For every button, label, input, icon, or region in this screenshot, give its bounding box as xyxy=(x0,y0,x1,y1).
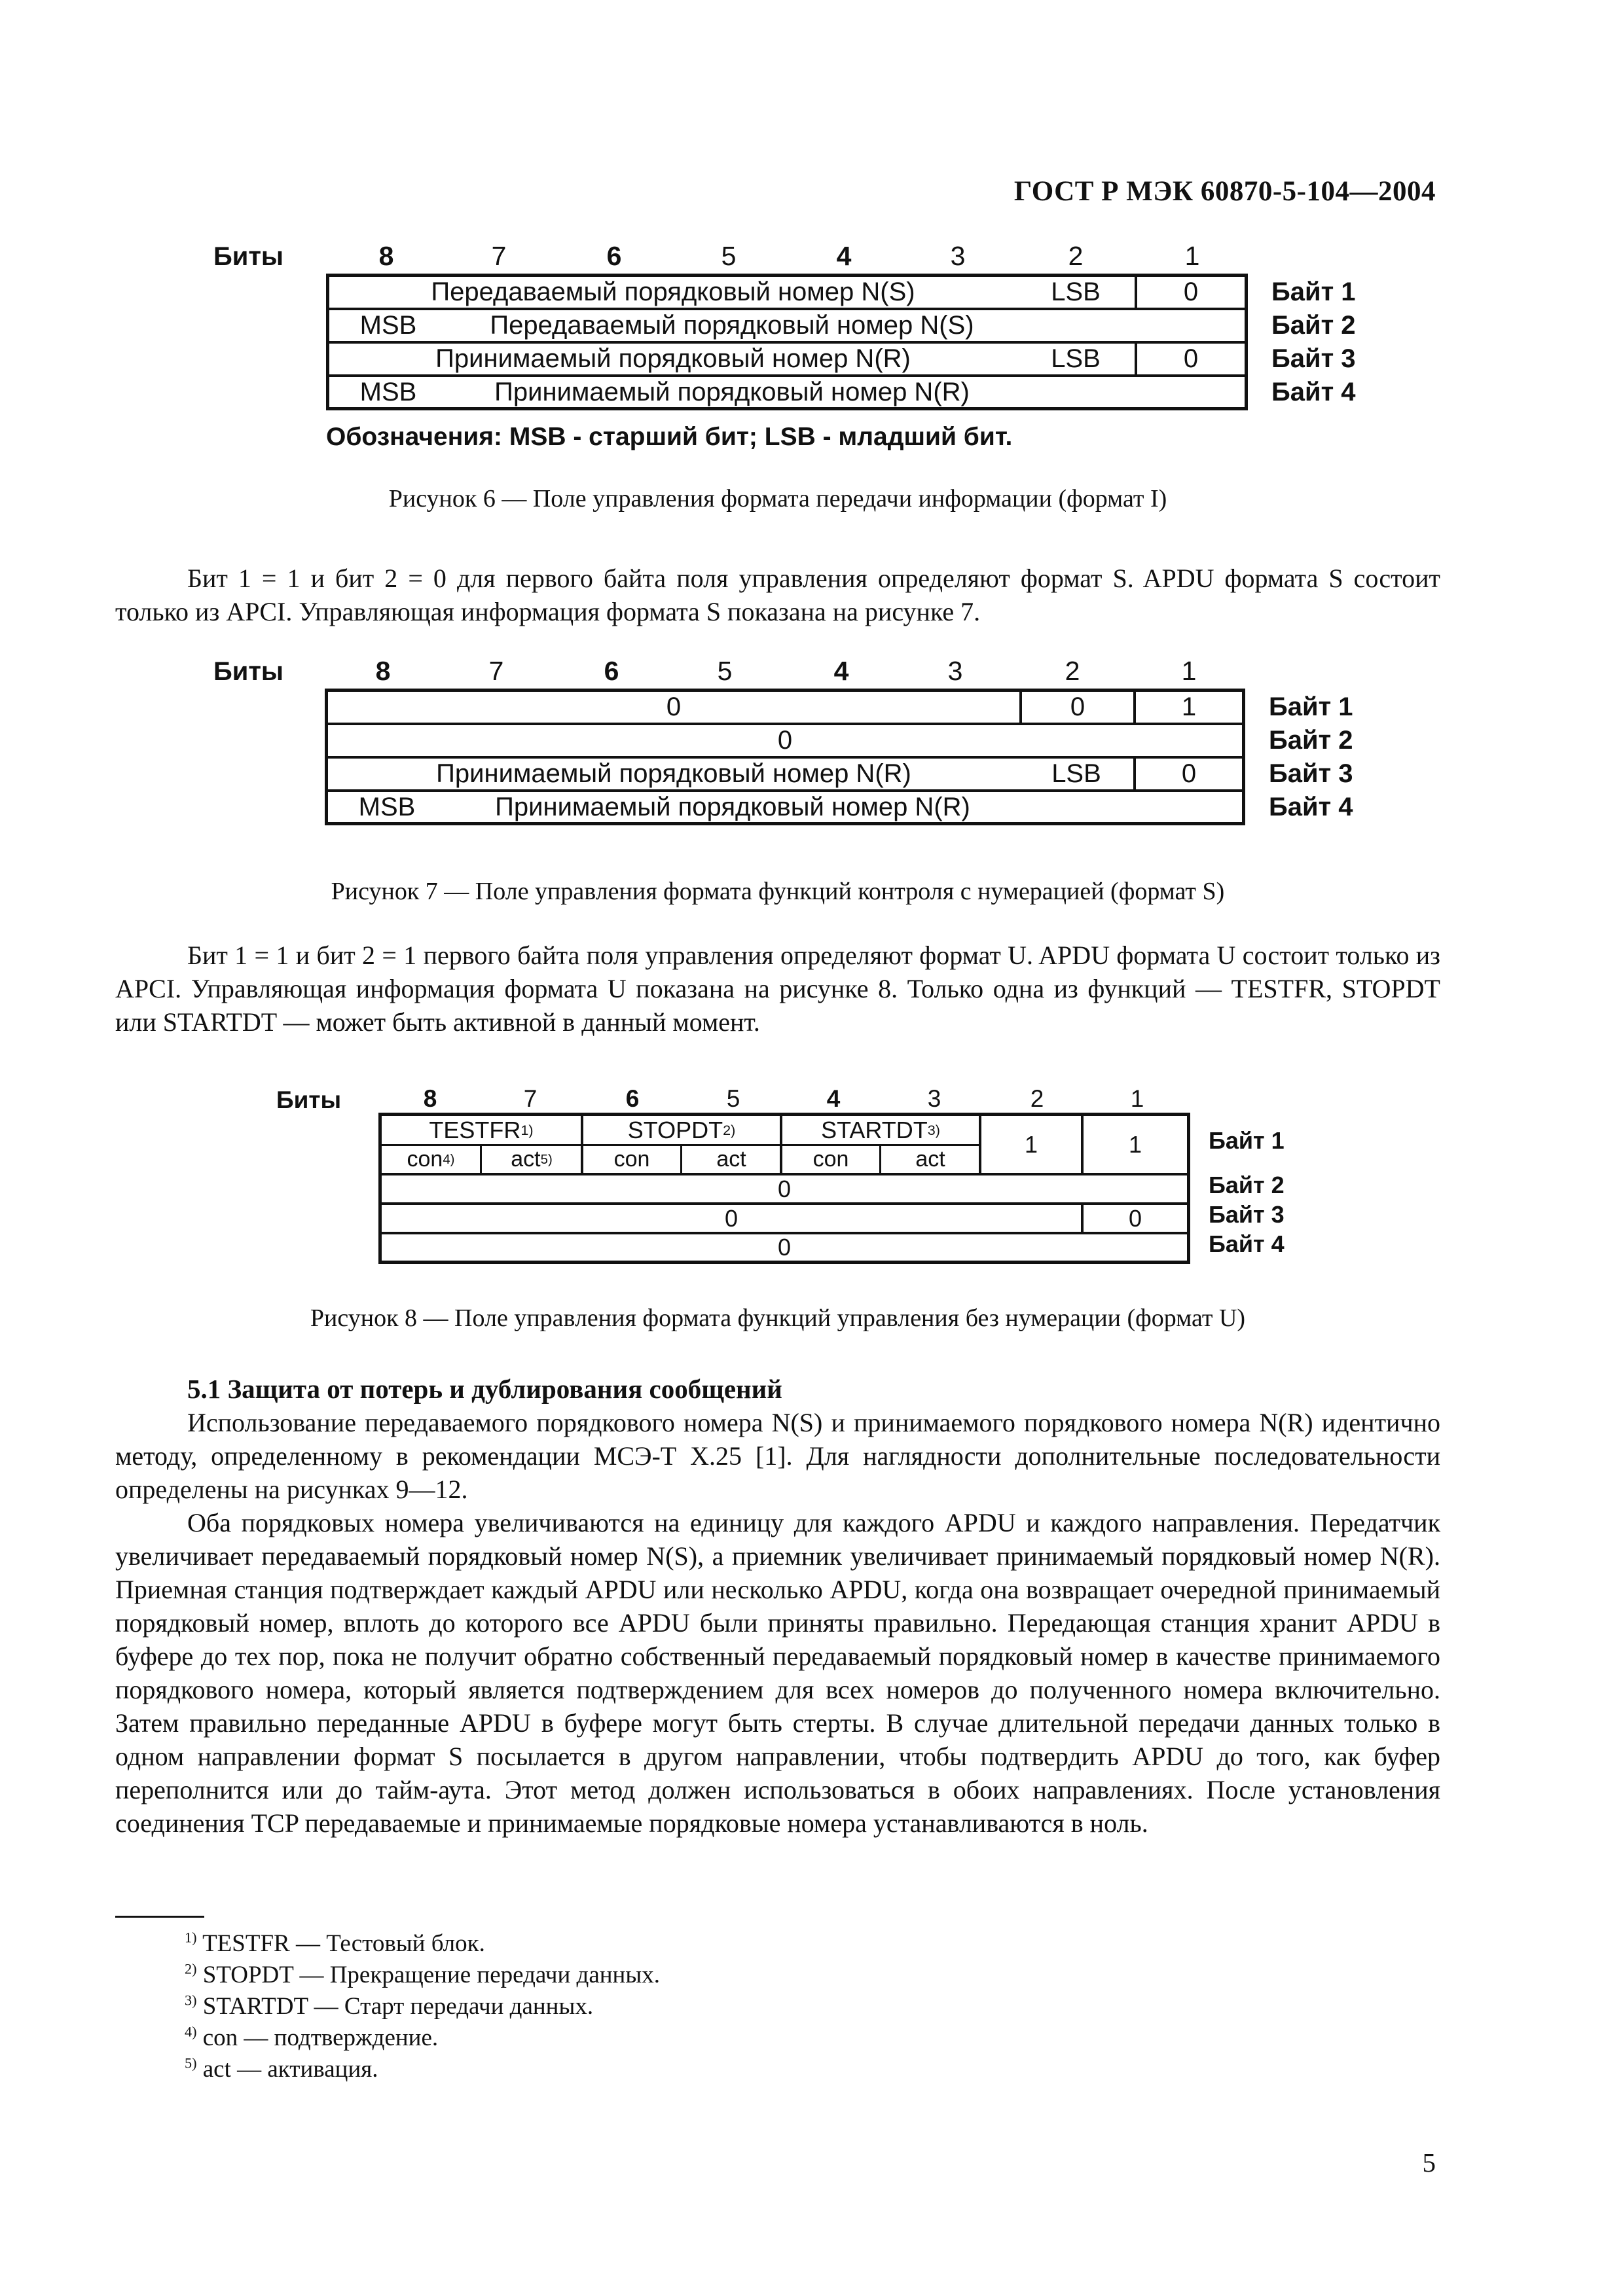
fig6-msb-label: MSB xyxy=(359,311,417,340)
fig8-zero-value: 0 xyxy=(724,1204,739,1232)
fig6-lsb-label: LSB xyxy=(1051,278,1101,306)
footnote-text: STOPDT — Прекращение передачи данных. xyxy=(202,1962,660,1988)
stopdt-text: STOPDT xyxy=(627,1116,723,1143)
fig8-zero-value: 0 xyxy=(777,1175,792,1202)
byte-label: Байт 2 xyxy=(1209,1172,1285,1198)
fig7-bit1-value: 1 xyxy=(1181,692,1197,721)
footnote xyxy=(185,1992,593,2020)
byte-label: Байт 3 xyxy=(1209,1201,1285,1228)
bit-number: 1 xyxy=(1181,656,1197,686)
paragraph-text: Бит 1 = 1 и бит 2 = 1 первого байта поля управления определяют формат U. APDU формата U состоит только из APCI. Управляющая информация формата U показана на рисунке 8. Только одна из функций — TESTFR, STOPDT или STARTDT — может быть активной в данный момент. xyxy=(115,941,1440,1037)
fig8-act-label: act 5) xyxy=(511,1147,553,1172)
bit-number: 3 xyxy=(950,241,966,271)
fig8-control-field-table xyxy=(378,1113,1190,1264)
footnote-mark: 3) xyxy=(185,1992,197,2009)
fig6-caption: Рисунок 6 — Поле управления формата передачи информации (формат I) xyxy=(388,485,1167,512)
byte-label: Байт 1 xyxy=(1269,692,1353,721)
footnote xyxy=(185,1929,485,1958)
fig6-byte2-row xyxy=(329,310,1245,344)
fig7-byte2-row xyxy=(328,725,1242,759)
fig8-byte4-row xyxy=(382,1234,1187,1261)
fig7-zero-value: 0 xyxy=(666,692,682,721)
fig6-byte1-row xyxy=(329,277,1245,310)
fig6-byte4-row xyxy=(329,377,1245,407)
fig7-zero-value: 0 xyxy=(777,726,793,755)
fig6-byte3-row xyxy=(329,344,1245,377)
fig7-bit2-value: 0 xyxy=(1070,692,1085,721)
bit-number: 4 xyxy=(833,656,849,686)
divider xyxy=(680,1146,682,1173)
bit-number: 4 xyxy=(836,241,852,271)
footnote-mark: 4) xyxy=(185,2023,197,2040)
paragraph-text: Использование передаваемого порядкового номера N(S) и принимаемого порядкового номера N(R) идентично методу, определенному в рекомендации МСЭ-Т Х.25 [1]. Для наглядности дополнительные последовательности определены на рисунках 9—12. xyxy=(115,1408,1440,1504)
fig7-control-field-table xyxy=(325,689,1245,825)
fig6-control-field-table xyxy=(326,274,1248,410)
fig7-lsb-label: LSB xyxy=(1051,759,1101,788)
bit-number: 3 xyxy=(927,1085,941,1112)
divider xyxy=(480,1146,482,1173)
fig8-stopdt-label: STOPDT 2) xyxy=(627,1116,736,1143)
bit-number: 8 xyxy=(378,241,394,271)
footnote xyxy=(185,2055,378,2083)
fig8-bit2-value: 1 xyxy=(1024,1130,1038,1158)
byte-label: Байт 3 xyxy=(1269,759,1353,788)
fig8-act-label: act xyxy=(915,1147,945,1172)
footnote-mark: 2) xyxy=(185,1960,197,1977)
fig6-bits-label: Биты xyxy=(213,242,284,271)
fig8-caption: Рисунок 8 — Поле управления формата функций управления без нумерации (формат U) xyxy=(310,1304,1246,1332)
bit-number: 2 xyxy=(1030,1085,1044,1112)
fig8-con-label: con 4) xyxy=(407,1147,455,1172)
bit-number: 7 xyxy=(491,241,507,271)
byte-label: Байт 3 xyxy=(1271,344,1356,373)
bit-number: 5 xyxy=(721,241,737,271)
fig6-lsb-label: LSB xyxy=(1051,344,1101,373)
startdt-text: STARTDT xyxy=(821,1116,928,1143)
paragraph-format-s xyxy=(115,562,1440,628)
fig7-byte3-row xyxy=(328,759,1242,792)
bit-number: 1 xyxy=(1184,241,1200,271)
fig8-bit1-value: 0 xyxy=(1128,1204,1142,1232)
byte-label: Байт 4 xyxy=(1209,1230,1285,1257)
fig8-testfr-label: TESTFR 1) xyxy=(429,1116,534,1143)
bit-number: 2 xyxy=(1065,656,1080,686)
footnote-text: TESTFR — Тестовый блок. xyxy=(202,1930,485,1957)
footnote-mark: 5) xyxy=(185,2054,197,2072)
fig6-legend: Обозначения: MSB - старший бит; LSB - младший бит. xyxy=(326,423,1013,451)
fig6-bit1-value: 0 xyxy=(1183,278,1199,306)
fig8-bits-label: Биты xyxy=(276,1086,342,1113)
bit-number: 3 xyxy=(947,656,963,686)
paragraph-text: Оба порядковых номера увеличиваются на единицу для каждого APDU и каждого направления. Передатчик увеличивает передаваемый порядковый номер N(S), а приемник увеличивает принимаемый порядковый номер N(R). Приемная станция подтверждает каждый APDU или несколько APDU, когда она возвращает очередной принимаемый порядковый номер, вплоть до которого все APDU были приняты правильно. Передающая станция хранит APDU в буфере до тех пор, пока не получит обратно собственный передаваемый порядковый номер в качестве принимаемого порядкового номера, который является подтверждением для всех номеров до полученного номера включительно. Затем правильно переданные APDU в буфере могут быть стерты. В случае длительной передачи данных только в одном направлении формат S посылается в другом направлении, чтобы подтвердить APDU до того, как буфер переполнится или до тайм-аута. Этот метод должен использоваться в обоих направлениях. После установления соединения TCP передаваемые и принимаемые порядковые номера устанавливаются в ноль. xyxy=(115,1508,1440,1838)
bit-number: 5 xyxy=(717,656,733,686)
footnote-mark: 1) xyxy=(185,1929,197,1946)
fig8-act-label: act xyxy=(716,1147,746,1172)
fig7-caption: Рисунок 7 — Поле управления формата функций контроля с нумерацией (формат S) xyxy=(331,878,1225,905)
fig7-msb-label: MSB xyxy=(358,792,416,821)
bit-number: 7 xyxy=(523,1085,538,1112)
fig6-nr-label: Принимаемый порядковый номер N(R) xyxy=(494,377,970,406)
section-body xyxy=(115,1406,1440,1840)
bit-number: 6 xyxy=(604,656,619,686)
bit-number: 4 xyxy=(826,1085,841,1112)
bit-number: 8 xyxy=(423,1085,437,1112)
page-number: 5 xyxy=(1422,2147,1436,2178)
byte-label: Байт 4 xyxy=(1271,378,1356,406)
section-title: 5.1 Защита от потерь и дублирования сообщений xyxy=(187,1374,782,1404)
testfr-text: TESTFR xyxy=(429,1116,521,1143)
fig7-nr-label: Принимаемый порядковый номер N(R) xyxy=(495,792,970,821)
bit-number: 2 xyxy=(1068,241,1084,271)
footnote xyxy=(185,2024,438,2052)
byte-label: Байт 2 xyxy=(1269,726,1353,755)
footnote-text: STARTDT — Старт передачи данных. xyxy=(202,1993,594,2020)
byte-label: Байт 2 xyxy=(1271,311,1356,340)
fig8-zero-value: 0 xyxy=(777,1234,792,1261)
byte-label: Байт 4 xyxy=(1269,793,1353,821)
footnote xyxy=(185,1961,660,1989)
fig7-byte4-row xyxy=(328,792,1242,822)
fig6-msb-label: MSB xyxy=(359,377,417,406)
fig7-bit1-value: 0 xyxy=(1181,759,1197,788)
con-text: con xyxy=(407,1147,443,1172)
fig6-bit1-value: 0 xyxy=(1183,344,1199,373)
fig8-startdt-label: STARTDT 3) xyxy=(821,1116,940,1143)
fig8-con-label: con xyxy=(812,1147,849,1172)
fig6-ns-label: Передаваемый порядковый номер N(S) xyxy=(431,278,915,306)
bit-number: 6 xyxy=(625,1085,640,1112)
divider xyxy=(879,1146,881,1173)
fig8-byte2-row xyxy=(382,1175,1187,1205)
fig6-ns-label: Передаваемый порядковый номер N(S) xyxy=(490,311,974,340)
paragraph-text: Бит 1 = 1 и бит 2 = 0 для первого байта поля управления определяют формат S. APDU формата S состоит только из APCI. Управляющая информация формата S показана на рисунке 7. xyxy=(115,564,1440,626)
fig7-nr-label: Принимаемый порядковый номер N(R) xyxy=(436,759,911,788)
footnote-text: con — подтверждение. xyxy=(202,2024,439,2051)
byte-label: Байт 1 xyxy=(1271,278,1356,306)
bit-number: 6 xyxy=(606,241,622,271)
fig7-byte1-row xyxy=(328,692,1242,725)
fig8-bit1-value: 1 xyxy=(1128,1130,1142,1158)
bit-number: 7 xyxy=(488,656,504,686)
footnote-separator xyxy=(115,1916,204,1918)
bit-number: 8 xyxy=(375,656,391,686)
bit-number: 5 xyxy=(726,1085,740,1112)
fig7-bits-label: Биты xyxy=(213,657,284,686)
act-text: act xyxy=(511,1147,541,1172)
fig8-con-label: con xyxy=(613,1147,650,1172)
fig6-nr-label: Принимаемый порядковый номер N(R) xyxy=(435,344,911,373)
fig8-byte3-row xyxy=(382,1205,1187,1234)
fig8-byte1-row xyxy=(382,1116,1187,1175)
standard-header: ГОСТ Р МЭК 60870-5-104—2004 xyxy=(1013,176,1436,207)
bit-number: 1 xyxy=(1130,1085,1144,1112)
footnote-text: act — активация. xyxy=(202,2056,378,2083)
paragraph-format-u xyxy=(115,939,1440,1039)
byte-label: Байт 1 xyxy=(1209,1127,1285,1154)
